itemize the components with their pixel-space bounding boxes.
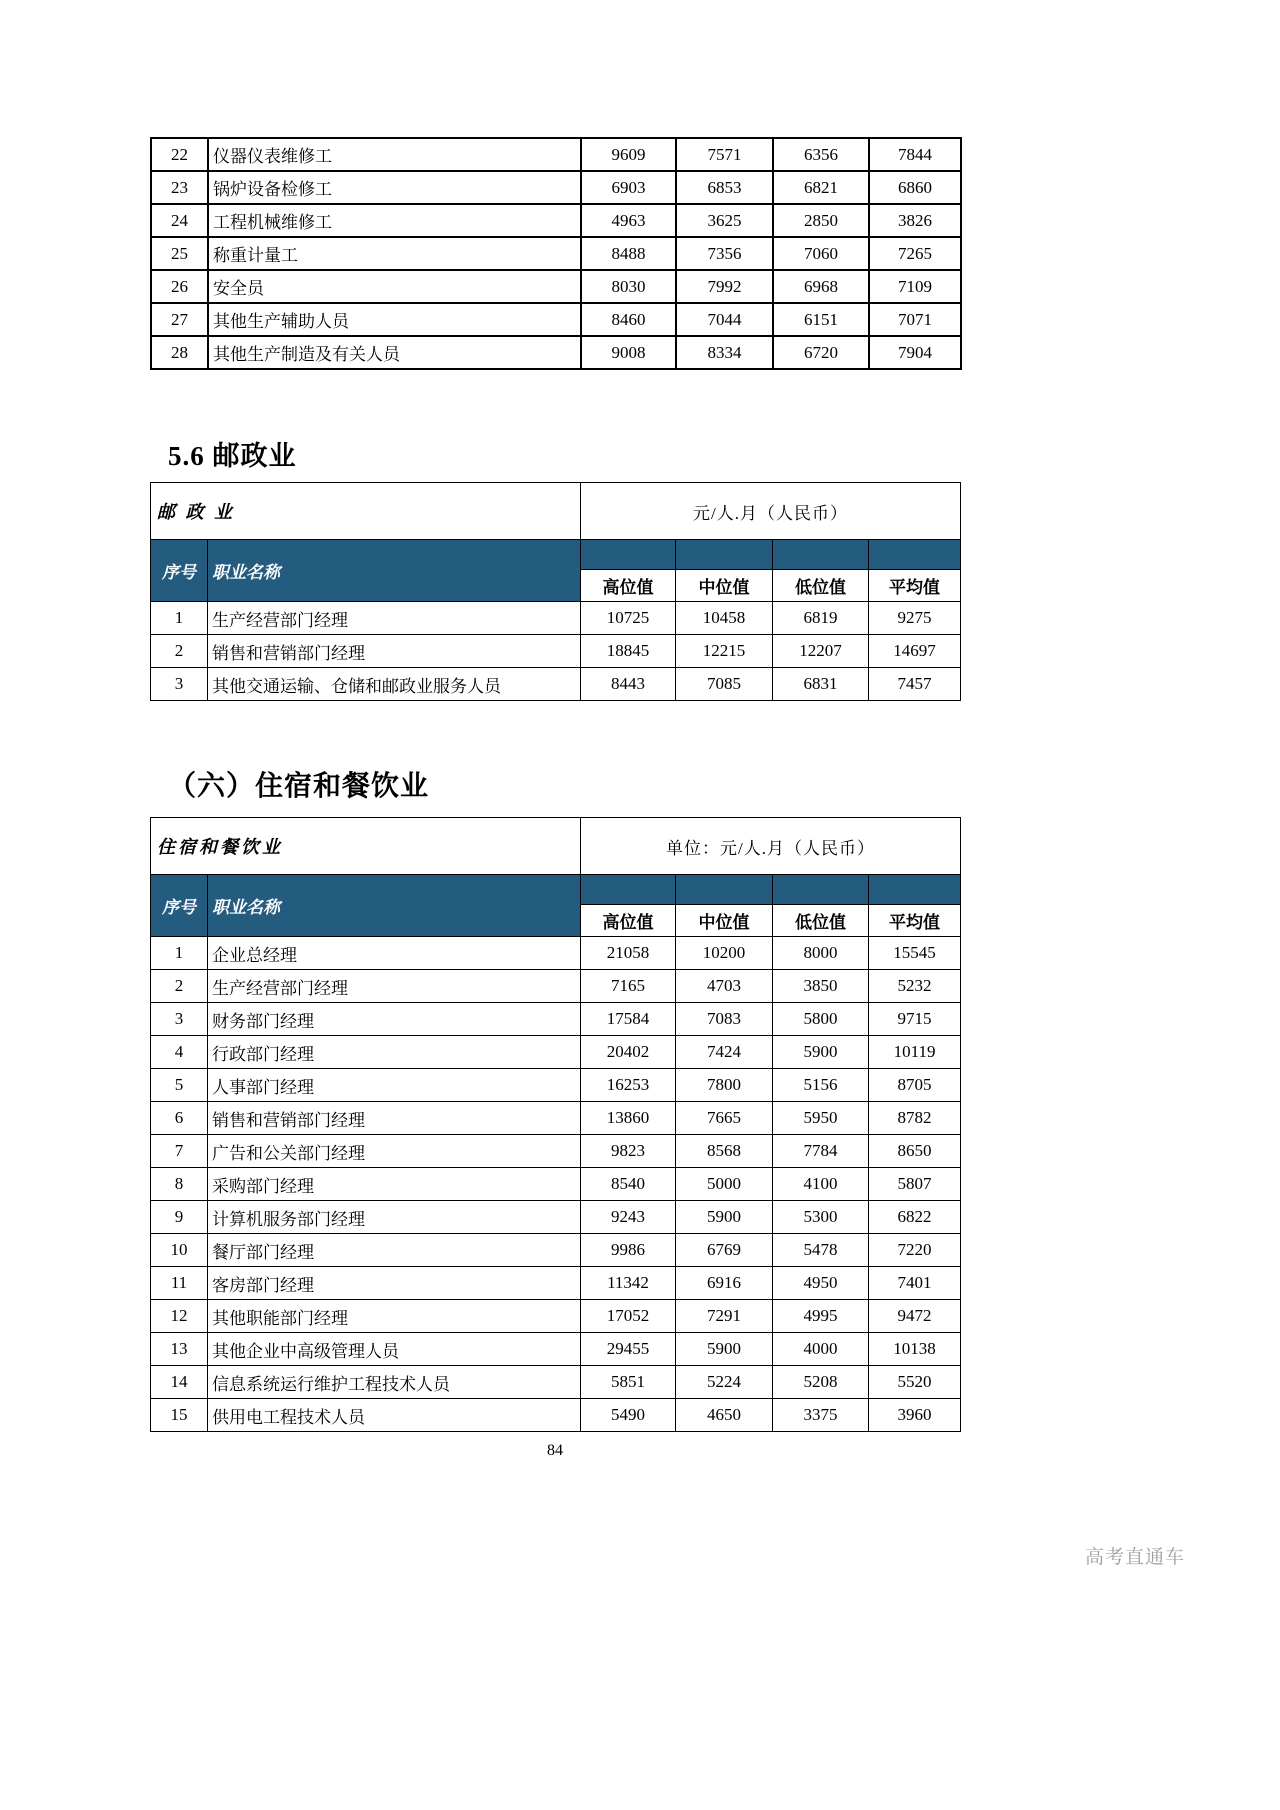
- table-row: [151, 1399, 961, 1432]
- salary-value-cell: 2850: [773, 204, 869, 237]
- salary-value-cell: 12215: [676, 635, 773, 668]
- page-number: 84: [547, 1442, 563, 1459]
- salary-value-cell: 6831: [773, 668, 869, 701]
- table-row: [151, 602, 961, 635]
- salary-value-cell: 18845: [581, 635, 676, 668]
- row-index-cell: 11: [151, 1267, 208, 1300]
- column-header-avg: 平均值: [869, 905, 961, 937]
- row-index-cell: 1: [151, 602, 208, 635]
- table-row: [151, 937, 961, 970]
- blank-header-cell: [676, 875, 773, 905]
- salary-value-cell: 7784: [773, 1135, 869, 1168]
- table-row: [151, 1102, 961, 1135]
- postal-unit-label: 元/人.月（人民币）: [581, 483, 961, 540]
- salary-value-cell: 15545: [869, 937, 961, 970]
- salary-value-cell: 10725: [581, 602, 676, 635]
- salary-value-cell: 7904: [869, 336, 961, 369]
- salary-value-cell: 13860: [581, 1102, 676, 1135]
- salary-value-cell: 4650: [676, 1399, 773, 1432]
- hotel-table-title: 住宿和餐饮业: [151, 818, 581, 875]
- row-index-cell: 10: [151, 1234, 208, 1267]
- occupation-name-cell: 财务部门经理: [208, 1003, 581, 1036]
- table-row: [151, 138, 961, 171]
- salary-value-cell: 7071: [869, 303, 961, 336]
- table-row: [151, 1069, 961, 1102]
- row-index-cell: 24: [151, 204, 208, 237]
- salary-value-cell: 7060: [773, 237, 869, 270]
- table-row: [151, 1234, 961, 1267]
- salary-value-cell: 6769: [676, 1234, 773, 1267]
- salary-value-cell: 5478: [773, 1234, 869, 1267]
- table-row: [151, 237, 961, 270]
- salary-value-cell: 5900: [676, 1201, 773, 1234]
- salary-value-cell: 20402: [581, 1036, 676, 1069]
- occupation-name-cell: 其他交通运输、仓储和邮政业服务人员: [208, 668, 581, 701]
- column-header-low: 低位值: [773, 905, 869, 937]
- section-heading-postal: 5.6 邮政业: [168, 441, 297, 471]
- salary-value-cell: 9008: [581, 336, 676, 369]
- table-row: [151, 336, 961, 369]
- salary-value-cell: 7401: [869, 1267, 961, 1300]
- salary-value-cell: 8030: [581, 270, 676, 303]
- salary-value-cell: 21058: [581, 937, 676, 970]
- salary-value-cell: 8488: [581, 237, 676, 270]
- salary-value-cell: 14697: [869, 635, 961, 668]
- salary-value-cell: 5851: [581, 1366, 676, 1399]
- hotel-table-title-row: [151, 818, 961, 875]
- occupation-name-cell: 销售和营销部门经理: [208, 1102, 581, 1135]
- salary-value-cell: 7085: [676, 668, 773, 701]
- salary-value-cell: 5300: [773, 1201, 869, 1234]
- salary-value-cell: 7109: [869, 270, 961, 303]
- salary-value-cell: 8000: [773, 937, 869, 970]
- salary-value-cell: 17052: [581, 1300, 676, 1333]
- salary-value-cell: 7457: [869, 668, 961, 701]
- salary-value-cell: 8334: [676, 336, 773, 369]
- row-index-cell: 25: [151, 237, 208, 270]
- salary-value-cell: 6822: [869, 1201, 961, 1234]
- salary-value-cell: 4100: [773, 1168, 869, 1201]
- row-index-cell: 3: [151, 1003, 208, 1036]
- hotel-unit-label: 单位：元/人.月（人民币）: [581, 818, 961, 875]
- row-index-cell: 27: [151, 303, 208, 336]
- row-index-cell: 2: [151, 970, 208, 1003]
- row-index-cell: 23: [151, 171, 208, 204]
- occupation-name-cell: 其他企业中高级管理人员: [208, 1333, 581, 1366]
- column-header-avg: 平均值: [869, 570, 961, 602]
- salary-value-cell: 6853: [676, 171, 773, 204]
- occupation-name-cell: 生产经营部门经理: [208, 602, 581, 635]
- occupation-name-cell: 信息系统运行维护工程技术人员: [208, 1366, 581, 1399]
- row-index-cell: 26: [151, 270, 208, 303]
- salary-value-cell: 9243: [581, 1201, 676, 1234]
- table-row: [151, 1135, 961, 1168]
- salary-value-cell: 6819: [773, 602, 869, 635]
- manufacturing-table-continued: [150, 137, 962, 370]
- salary-value-cell: 8460: [581, 303, 676, 336]
- salary-value-cell: 7571: [676, 138, 773, 171]
- table-row: [151, 1036, 961, 1069]
- blank-header-cell: [869, 540, 961, 570]
- blank-header-cell: [581, 540, 676, 570]
- occupation-name-cell: 锅炉设备检修工: [208, 171, 581, 204]
- salary-value-cell: 4995: [773, 1300, 869, 1333]
- occupation-name-cell: 称重计量工: [208, 237, 581, 270]
- blank-header-cell: [773, 540, 869, 570]
- row-index-cell: 22: [151, 138, 208, 171]
- salary-value-cell: 7265: [869, 237, 961, 270]
- salary-value-cell: 7844: [869, 138, 961, 171]
- salary-value-cell: 5520: [869, 1366, 961, 1399]
- salary-value-cell: 7665: [676, 1102, 773, 1135]
- occupation-name-cell: 销售和营销部门经理: [208, 635, 581, 668]
- occupation-name-cell: 采购部门经理: [208, 1168, 581, 1201]
- occupation-name-cell: 安全员: [208, 270, 581, 303]
- salary-value-cell: 3625: [676, 204, 773, 237]
- occupation-name-cell: 广告和公关部门经理: [208, 1135, 581, 1168]
- salary-value-cell: 12207: [773, 635, 869, 668]
- salary-value-cell: 17584: [581, 1003, 676, 1036]
- salary-value-cell: 6151: [773, 303, 869, 336]
- table-row: [151, 1333, 961, 1366]
- occupation-name-cell: 其他生产制造及有关人员: [208, 336, 581, 369]
- salary-value-cell: 6968: [773, 270, 869, 303]
- occupation-name-cell: 企业总经理: [208, 937, 581, 970]
- salary-value-cell: 7165: [581, 970, 676, 1003]
- salary-value-cell: 6916: [676, 1267, 773, 1300]
- salary-value-cell: 9609: [581, 138, 676, 171]
- salary-value-cell: 10200: [676, 937, 773, 970]
- salary-value-cell: 4000: [773, 1333, 869, 1366]
- salary-value-cell: 10119: [869, 1036, 961, 1069]
- row-index-cell: 3: [151, 668, 208, 701]
- table-row: [151, 1003, 961, 1036]
- occupation-name-cell: 餐厅部门经理: [208, 1234, 581, 1267]
- row-index-cell: 9: [151, 1201, 208, 1234]
- column-header-high: 高位值: [581, 570, 676, 602]
- table-row: [151, 1366, 961, 1399]
- table-row: [151, 1201, 961, 1234]
- row-index-cell: 1: [151, 937, 208, 970]
- hotel-table: [150, 817, 961, 1432]
- salary-value-cell: 5490: [581, 1399, 676, 1432]
- occupation-name-cell: 仪器仪表维修工: [208, 138, 581, 171]
- table-row: [151, 270, 961, 303]
- row-index-cell: 13: [151, 1333, 208, 1366]
- salary-value-cell: 7424: [676, 1036, 773, 1069]
- salary-value-cell: 5900: [773, 1036, 869, 1069]
- hotel-header-row: [151, 875, 961, 905]
- salary-value-cell: 4703: [676, 970, 773, 1003]
- column-header-mid: 中位值: [676, 905, 773, 937]
- row-index-cell: 15: [151, 1399, 208, 1432]
- salary-value-cell: 16253: [581, 1069, 676, 1102]
- table-row: [151, 204, 961, 237]
- salary-value-cell: 8568: [676, 1135, 773, 1168]
- salary-value-cell: 5000: [676, 1168, 773, 1201]
- salary-value-cell: 6720: [773, 336, 869, 369]
- row-index-cell: 5: [151, 1069, 208, 1102]
- salary-value-cell: 6821: [773, 171, 869, 204]
- salary-value-cell: 3960: [869, 1399, 961, 1432]
- occupation-name-cell: 生产经营部门经理: [208, 970, 581, 1003]
- salary-value-cell: 7044: [676, 303, 773, 336]
- postal-header-row: [151, 540, 961, 570]
- salary-value-cell: 8650: [869, 1135, 961, 1168]
- column-header-index: 序号: [151, 540, 208, 602]
- salary-value-cell: 10138: [869, 1333, 961, 1366]
- salary-value-cell: 5224: [676, 1366, 773, 1399]
- salary-value-cell: 5232: [869, 970, 961, 1003]
- salary-value-cell: 7220: [869, 1234, 961, 1267]
- row-index-cell: 7: [151, 1135, 208, 1168]
- salary-value-cell: 5807: [869, 1168, 961, 1201]
- table-row: [151, 668, 961, 701]
- salary-value-cell: 6356: [773, 138, 869, 171]
- occupation-name-cell: 其他生产辅助人员: [208, 303, 581, 336]
- row-index-cell: 2: [151, 635, 208, 668]
- blank-header-cell: [869, 875, 961, 905]
- table-row: [151, 970, 961, 1003]
- row-index-cell: 14: [151, 1366, 208, 1399]
- salary-value-cell: 9823: [581, 1135, 676, 1168]
- row-index-cell: 12: [151, 1300, 208, 1333]
- row-index-cell: 6: [151, 1102, 208, 1135]
- salary-value-cell: 9986: [581, 1234, 676, 1267]
- table-row: [151, 635, 961, 668]
- salary-value-cell: 8705: [869, 1069, 961, 1102]
- table-row: [151, 1300, 961, 1333]
- salary-value-cell: 3850: [773, 970, 869, 1003]
- row-index-cell: 4: [151, 1036, 208, 1069]
- occupation-name-cell: 供用电工程技术人员: [208, 1399, 581, 1432]
- postal-table: [150, 482, 961, 701]
- salary-value-cell: 4950: [773, 1267, 869, 1300]
- salary-value-cell: 6903: [581, 171, 676, 204]
- column-header-name: 职业名称: [208, 540, 581, 602]
- table-row: [151, 303, 961, 336]
- salary-value-cell: 3375: [773, 1399, 869, 1432]
- table-row: [151, 171, 961, 204]
- column-header-mid: 中位值: [676, 570, 773, 602]
- column-header-low: 低位值: [773, 570, 869, 602]
- occupation-name-cell: 人事部门经理: [208, 1069, 581, 1102]
- salary-value-cell: 29455: [581, 1333, 676, 1366]
- column-header-index: 序号: [151, 875, 208, 937]
- salary-value-cell: 8782: [869, 1102, 961, 1135]
- column-header-high: 高位值: [581, 905, 676, 937]
- salary-value-cell: 7083: [676, 1003, 773, 1036]
- salary-value-cell: 10458: [676, 602, 773, 635]
- salary-value-cell: 11342: [581, 1267, 676, 1300]
- salary-value-cell: 7800: [676, 1069, 773, 1102]
- row-index-cell: 28: [151, 336, 208, 369]
- salary-value-cell: 4963: [581, 204, 676, 237]
- salary-value-cell: 6860: [869, 171, 961, 204]
- section-heading-hotel: （六）住宿和餐饮业: [168, 771, 430, 802]
- occupation-name-cell: 客房部门经理: [208, 1267, 581, 1300]
- salary-value-cell: 3826: [869, 204, 961, 237]
- salary-value-cell: 5900: [676, 1333, 773, 1366]
- salary-value-cell: 7291: [676, 1300, 773, 1333]
- occupation-name-cell: 行政部门经理: [208, 1036, 581, 1069]
- salary-value-cell: 8540: [581, 1168, 676, 1201]
- salary-value-cell: 9715: [869, 1003, 961, 1036]
- table-row: [151, 1168, 961, 1201]
- postal-table-title-row: [151, 483, 961, 540]
- salary-value-cell: 5950: [773, 1102, 869, 1135]
- blank-header-cell: [676, 540, 773, 570]
- salary-value-cell: 7356: [676, 237, 773, 270]
- salary-value-cell: 7992: [676, 270, 773, 303]
- row-index-cell: 8: [151, 1168, 208, 1201]
- table-row: [151, 1267, 961, 1300]
- blank-header-cell: [581, 875, 676, 905]
- salary-value-cell: 5208: [773, 1366, 869, 1399]
- watermark: 高考直通车: [1084, 1547, 1185, 1568]
- salary-value-cell: 5156: [773, 1069, 869, 1102]
- occupation-name-cell: 计算机服务部门经理: [208, 1201, 581, 1234]
- occupation-name-cell: 其他职能部门经理: [208, 1300, 581, 1333]
- occupation-name-cell: 工程机械维修工: [208, 204, 581, 237]
- page-content: [150, 0, 960, 1460]
- column-header-name: 职业名称: [208, 875, 581, 937]
- blank-header-cell: [773, 875, 869, 905]
- salary-value-cell: 8443: [581, 668, 676, 701]
- salary-value-cell: 5800: [773, 1003, 869, 1036]
- postal-table-title: 邮 政 业: [151, 483, 581, 540]
- salary-value-cell: 9472: [869, 1300, 961, 1333]
- salary-value-cell: 9275: [869, 602, 961, 635]
